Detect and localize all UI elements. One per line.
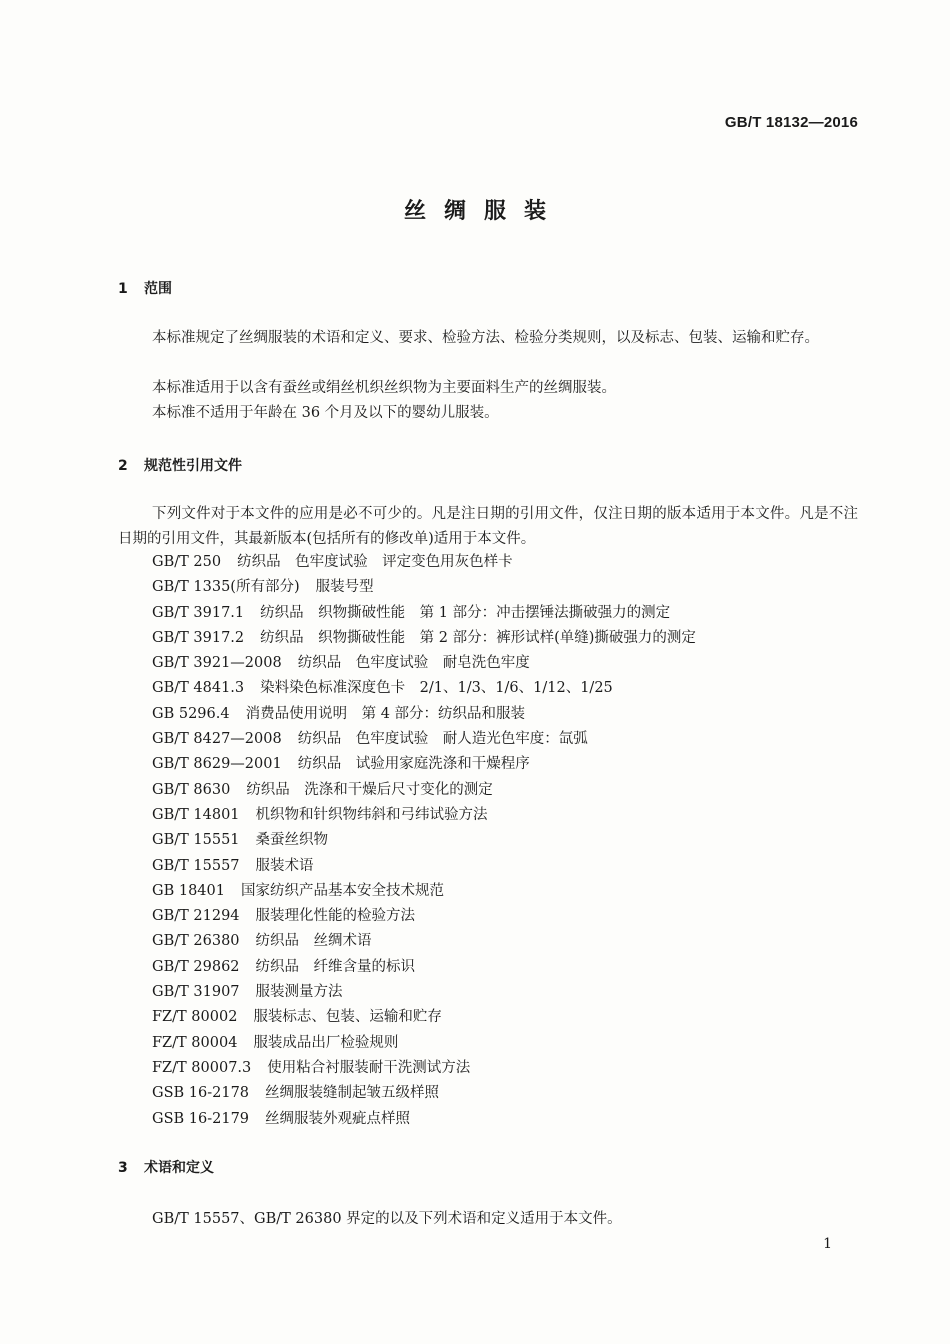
reference-title: 纺织品 色牢度试验 耐皂洗色牢度 [297, 655, 530, 672]
reference-item [152, 601, 852, 626]
reference-item [152, 752, 852, 777]
reference-title: 丝绸服装外观疵点样照 [265, 1110, 411, 1127]
reference-code: GSB 16-2178 [152, 1085, 250, 1102]
reference-title: 服装术语 [255, 857, 314, 874]
references-intro: 下列文件对于本文件的应用是必不可少的。凡是注日期的引用文件，仅注日期的版本适用于本文件。凡是不注日期的引用文件，其最新版本(包括所有的修改单)适用于本文件。 [118, 506, 858, 547]
scope-paragraph: 本标准规定了丝绸服装的术语和定义、要求、检验方法、检验分类规则，以及标志、包装、运输和贮存。 [152, 330, 819, 346]
reference-item [152, 778, 852, 803]
reference-item [152, 575, 852, 600]
reference-title: 纺织品 织物撕破性能 第 2 部分：裤形试样(单缝)撕破强力的测定 [260, 629, 696, 646]
reference-item [152, 1031, 852, 1056]
section-2-heading [118, 455, 242, 475]
reference-code: GB/T 21294 [152, 908, 240, 925]
document-title: 丝绸服装 [403, 199, 564, 224]
reference-code: GB/T 250 [152, 554, 222, 570]
reference-code: GB/T 31907 [152, 984, 240, 1001]
section-title: 术语和定义 [144, 1160, 214, 1176]
reference-item [152, 626, 852, 651]
reference-item [152, 955, 852, 980]
reference-title: 服装成品出厂检验规则 [253, 1034, 399, 1051]
reference-code: GB/T 14801 [152, 806, 240, 823]
reference-title: 服装标志、包装、运输和贮存 [253, 1009, 442, 1026]
reference-title: 纺织品 洗涤和干燥后尺寸变化的测定 [246, 781, 493, 798]
reference-title: 纺织品 丝绸术语 [255, 933, 372, 950]
reference-code: GB/T 26380 [152, 933, 240, 950]
reference-code: GB/T 8629—2001 [152, 756, 282, 773]
reference-item [152, 550, 852, 575]
reference-code: GB/T 15557 [152, 857, 240, 874]
section-1-heading [118, 278, 172, 298]
reference-item [152, 879, 852, 904]
reference-title: 服装号型 [315, 579, 374, 596]
reference-item [152, 1005, 852, 1030]
reference-title: 国家纺织产品基本安全技术规范 [240, 882, 444, 899]
reference-code: FZ/T 80002 [152, 1009, 238, 1026]
reference-code: GB/T 3917.1 [152, 604, 245, 621]
reference-item [152, 702, 852, 727]
reference-item [152, 803, 852, 828]
reference-code: GB/T 15551 [152, 832, 240, 849]
reference-code: GB/T 4841.3 [152, 680, 245, 697]
section-title: 规范性引用文件 [144, 458, 242, 474]
reference-item [152, 904, 852, 929]
section-3-heading [118, 1157, 214, 1177]
reference-code: GB/T 3921—2008 [152, 655, 282, 672]
reference-title: 纺织品 色牢度试验 耐人造光色牢度：氙弧 [297, 731, 588, 748]
reference-title: 服装测量方法 [255, 984, 343, 1001]
reference-code: GB 18401 [152, 882, 225, 899]
reference-title: 纺织品 试验用家庭洗涤和干燥程序 [297, 756, 530, 773]
reference-code: GB/T 8427—2008 [152, 731, 282, 748]
page-number: 1 [823, 1236, 832, 1252]
reference-title: 纺织品 纤维含量的标识 [255, 958, 416, 975]
reference-title: 使用粘合衬服装耐干洗测试方法 [267, 1059, 471, 1076]
section-number: 2 [118, 458, 128, 474]
scope-paragraph: 本标准适用于以含有蚕丝或绢丝机织丝织物为主要面料生产的丝绸服装。 [152, 380, 616, 396]
reference-code: GSB 16-2179 [152, 1110, 250, 1127]
reference-item [152, 1056, 852, 1081]
reference-code: GB/T 29862 [152, 958, 240, 975]
reference-code: GB/T 8630 [152, 781, 231, 798]
reference-item [152, 676, 852, 701]
reference-code: FZ/T 80007.3 [152, 1059, 252, 1076]
reference-title: 纺织品 色牢度试验 评定变色用灰色样卡 [237, 554, 513, 570]
reference-title: 机织物和针织物纬斜和弓纬试验方法 [255, 806, 488, 823]
reference-code: GB 5296.4 [152, 705, 230, 722]
reference-item [152, 1107, 852, 1132]
section-number: 1 [118, 281, 128, 297]
reference-item [152, 980, 852, 1005]
section-title: 范围 [144, 281, 172, 297]
reference-title: 丝绸服装缝制起皱五级样照 [265, 1085, 440, 1102]
terms-intro: GB/T 15557、GB/T 26380 界定的以及下列术语和定义适用于本文件。 [152, 1211, 622, 1227]
reference-item [152, 929, 852, 954]
section-number: 3 [118, 1160, 128, 1176]
reference-item [152, 854, 852, 879]
reference-code: FZ/T 80004 [152, 1034, 238, 1051]
scope-paragraph: 本标准不适用于年龄在 36 个月及以下的婴幼儿服装。 [152, 405, 499, 421]
reference-item [152, 1081, 852, 1106]
reference-code: GB/T 1335(所有部分) [152, 579, 300, 596]
reference-item [152, 828, 852, 853]
reference-code: GB/T 3917.2 [152, 629, 245, 646]
reference-list [152, 550, 852, 1132]
reference-title: 桑蚕丝织物 [255, 832, 329, 849]
reference-title: 消费品使用说明 第 4 部分：纺织品和服装 [245, 705, 526, 722]
reference-item [152, 727, 852, 752]
standard-number: GB/T 18132—2016 [724, 114, 858, 131]
reference-title: 染料染色标准深度色卡 2/1、1/3、1/6、1/12、1/25 [260, 680, 613, 697]
reference-item [152, 651, 852, 676]
reference-title: 纺织品 织物撕破性能 第 1 部分：冲击摆锤法撕破强力的测定 [260, 604, 671, 621]
reference-title: 服装理化性能的检验方法 [255, 908, 416, 925]
